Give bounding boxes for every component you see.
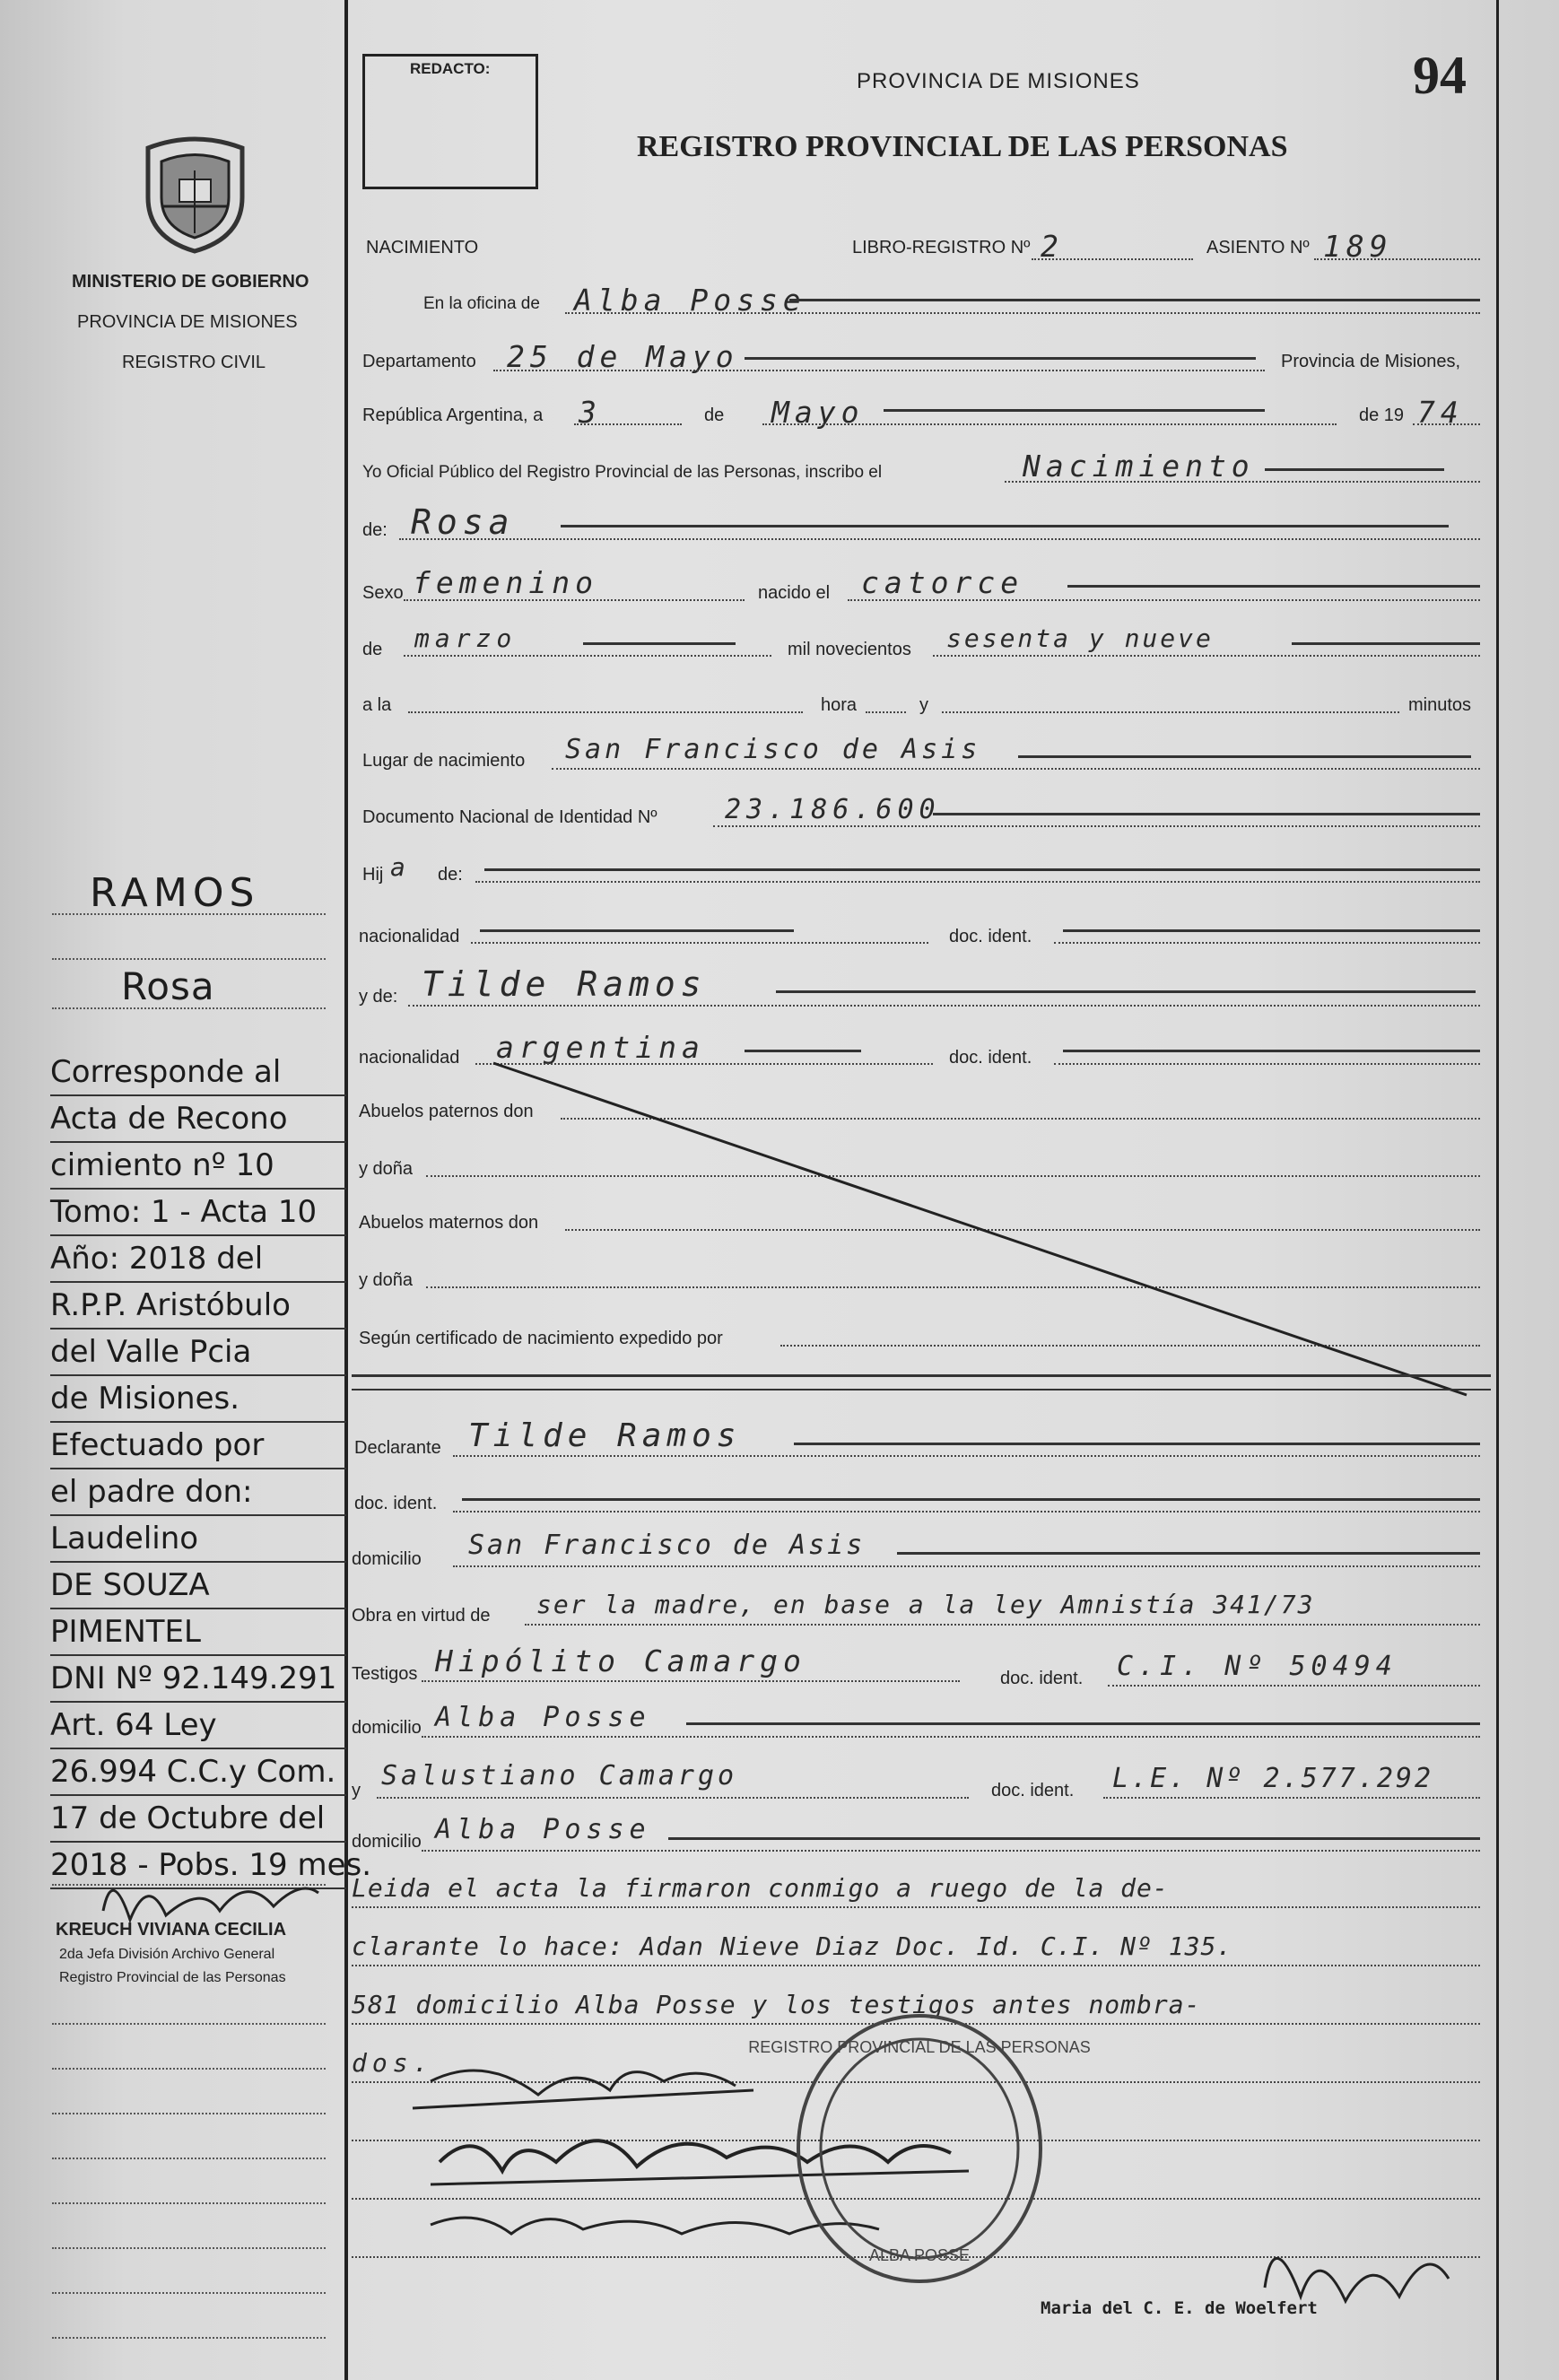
- stamp-ring-text: REGISTRO PROVINCIAL DE LAS PERSONAS: [748, 2038, 1091, 2056]
- minutos-label: minutos: [1408, 695, 1472, 715]
- hij-label: Hij: [362, 865, 384, 885]
- ministry-title: MINISTERIO DE GOBIERNO: [72, 272, 309, 292]
- margin-note-line: DE SOUZA: [50, 1563, 346, 1609]
- margin-note-line: DNI Nº 92.149.291: [50, 1656, 346, 1703]
- provincia-suffix: Provincia de Misiones,: [1281, 352, 1461, 371]
- testigo2-doc-value: L.E. Nº 2.577.292: [1112, 1763, 1434, 1794]
- testigo2-doc-label: doc. ident.: [991, 1781, 1075, 1800]
- margin-stamp-org: Registro Provincial de las Personas: [59, 1970, 286, 1985]
- republica-label: República Argentina, a: [362, 405, 544, 425]
- closing-line-1: Leida el acta la firmaron conmigo a ruego de la de-: [352, 1873, 1169, 1903]
- testigo1-domicilio-label: domicilio: [352, 1718, 422, 1738]
- testigo2-value: Salustiano Camargo: [381, 1760, 738, 1792]
- certificado-label: Según certificado de nacimiento expedido por: [359, 1329, 723, 1348]
- nacido-month-value: marzo: [414, 623, 518, 653]
- sexo-label: Sexo: [362, 583, 404, 603]
- redacto-label: REDACTO:: [410, 60, 491, 77]
- obra-value: ser la madre, en base a la ley Amnistía 341/73: [536, 1590, 1315, 1619]
- month-de-label: de: [362, 640, 383, 659]
- departamento-label: Departamento: [362, 352, 476, 371]
- margin-note-line: 26.994 C.C.y Com.: [50, 1749, 346, 1796]
- margin-given-name: Rosa: [121, 964, 215, 1008]
- stamp-center-text: ALBA POSSE: [868, 2246, 971, 2264]
- libro-label: LIBRO-REGISTRO Nº: [852, 238, 1031, 257]
- margin-note-line: 17 de Octubre del: [50, 1796, 346, 1843]
- testigo1-doc-label: doc. ident.: [1000, 1669, 1084, 1688]
- mother-name-value: Tilde Ramos: [422, 964, 707, 1004]
- hij-value: a: [390, 852, 411, 882]
- hij-de-label: de:: [438, 865, 463, 885]
- abuelos-paternos-dona-label: y doña: [359, 1159, 414, 1179]
- day-value: 3: [579, 395, 602, 430]
- dni-value: 23.186.600: [725, 794, 941, 825]
- margin-note-line: Corresponde al: [50, 1050, 346, 1096]
- yde-label: y de:: [359, 987, 398, 1007]
- margin-note-line: de Misiones.: [50, 1376, 346, 1423]
- testigo2-y-label: y: [352, 1781, 361, 1800]
- lugar-value: San Francisco de Asis: [565, 734, 981, 765]
- asiento-label: ASIENTO Nº: [1206, 238, 1310, 257]
- margin-note-line: Año: 2018 del: [50, 1236, 346, 1283]
- oficina-label: En la oficina de: [423, 294, 540, 313]
- mil-label: mil novecientos: [788, 640, 911, 659]
- margin-note-line: cimiento nº 10: [50, 1143, 346, 1190]
- closing-line-4: dos.: [352, 2048, 434, 2078]
- hora-label: hora: [821, 695, 858, 715]
- margin-note-line: Laudelino: [50, 1516, 346, 1563]
- margin-note-line: 2018 - Pobs. 19 mes.: [50, 1843, 346, 1889]
- margin-note-line: el padre don:: [50, 1469, 346, 1516]
- lugar-label: Lugar de nacimiento: [362, 751, 526, 771]
- nacido-label: nacido el: [758, 583, 831, 603]
- margin-surname: RAMOS: [90, 870, 260, 916]
- officer-name: Maria del C. E. de Woelfert: [1041, 2298, 1318, 2318]
- abuelos-maternos-label: Abuelos maternos don: [359, 1213, 539, 1233]
- departamento-value: 25 de Mayo: [507, 339, 739, 374]
- father-doc-ident-label: doc. ident.: [949, 927, 1032, 946]
- margin-note-line: Efectuado por: [50, 1423, 346, 1469]
- domicilio-value: San Francisco de Asis: [468, 1530, 866, 1561]
- oficial-label: Yo Oficial Público del Registro Provincial de las Personas, inscribo el: [362, 463, 883, 482]
- registry-heading: REGISTRO PROVINCIAL DE LAS PERSONAS: [637, 130, 1288, 163]
- testigo1-doc-value: C.I. Nº 50494: [1117, 1651, 1398, 1682]
- mother-nacionalidad-label: nacionalidad: [359, 1048, 460, 1068]
- libro-value: 2: [1041, 229, 1064, 264]
- margin-note-line: R.P.P. Aristóbulo: [50, 1283, 346, 1329]
- year-prefix: de 19: [1359, 405, 1405, 425]
- margin-note-line: PIMENTEL: [50, 1609, 346, 1656]
- father-nacionalidad-label: nacionalidad: [359, 927, 460, 946]
- testigo2-dom-value: Alba Posse: [435, 1814, 651, 1845]
- date-de-label: de: [704, 405, 725, 425]
- record-type-label: NACIMIENTO: [366, 238, 479, 257]
- asiento-value: 189: [1323, 229, 1393, 264]
- margin-note-line: Tomo: 1 - Acta 10: [50, 1190, 346, 1236]
- testigo2-domicilio-label: domicilio: [352, 1832, 422, 1852]
- nacido-day-value: catorce: [861, 565, 1024, 600]
- declarante-label: Declarante: [354, 1438, 441, 1458]
- mother-nac-value: argentina: [496, 1030, 705, 1065]
- year-value: 74: [1417, 395, 1464, 430]
- testigo1-value: Hipólito Camargo: [435, 1643, 806, 1678]
- page-number: 94: [1413, 46, 1467, 105]
- a-la-label: a la: [362, 695, 392, 715]
- margin-note-line: Art. 64 Ley: [50, 1703, 346, 1749]
- margin-notes-list: [50, 1050, 372, 1889]
- officer-signature: [1247, 2216, 1462, 2350]
- margin-stamp-name: KREUCH VIVIANA CECILIA: [56, 1920, 287, 1940]
- obra-label: Obra en virtud de: [352, 1606, 491, 1626]
- month-value: Mayo: [771, 395, 865, 430]
- closing-line-3: 581 domicilio Alba Posse y los testigos antes nombra-: [352, 1990, 1201, 2019]
- name-value: Rosa: [411, 502, 515, 542]
- testigo1-dom-value: Alba Posse: [435, 1702, 651, 1733]
- sexo-value: femenino: [413, 565, 598, 600]
- dni-label: Documento Nacional de Identidad Nº: [362, 807, 658, 827]
- declarante-value: Tilde Ramos: [468, 1417, 742, 1454]
- closing-line-2: clarante lo hace: Adan Nieve Diaz Doc. Id. C.I. Nº 135.: [352, 1931, 1233, 1961]
- margin-note-line: Acta de Recono: [50, 1096, 346, 1143]
- nacido-year-value: sesenta y nueve: [946, 623, 1214, 653]
- official-round-stamp: [748, 2009, 1091, 2288]
- abuelos-maternos-dona-label: y doña: [359, 1270, 414, 1290]
- oficina-value: Alba Posse: [574, 283, 806, 318]
- mother-doc-ident-label: doc. ident.: [949, 1048, 1032, 1068]
- province-heading: PROVINCIA DE MISIONES: [857, 69, 1140, 93]
- acto-value: Nacimiento: [1023, 449, 1255, 484]
- margin-note-line: del Valle Pcia: [50, 1329, 346, 1376]
- declarante-domicilio-label: domicilio: [352, 1549, 422, 1569]
- testigos-label: Testigos: [352, 1664, 418, 1684]
- civil-registry-label: REGISTRO CIVIL: [122, 353, 266, 372]
- y-label: y: [919, 695, 928, 715]
- de-name-label: de:: [362, 520, 388, 540]
- margin-stamp-role: 2da Jefa División Archivo General: [59, 1947, 275, 1962]
- declarante-doc-ident-label: doc. ident.: [354, 1494, 438, 1513]
- abuelos-paternos-label: Abuelos paternos don: [359, 1102, 534, 1121]
- ministry-province: PROVINCIA DE MISIONES: [77, 312, 298, 332]
